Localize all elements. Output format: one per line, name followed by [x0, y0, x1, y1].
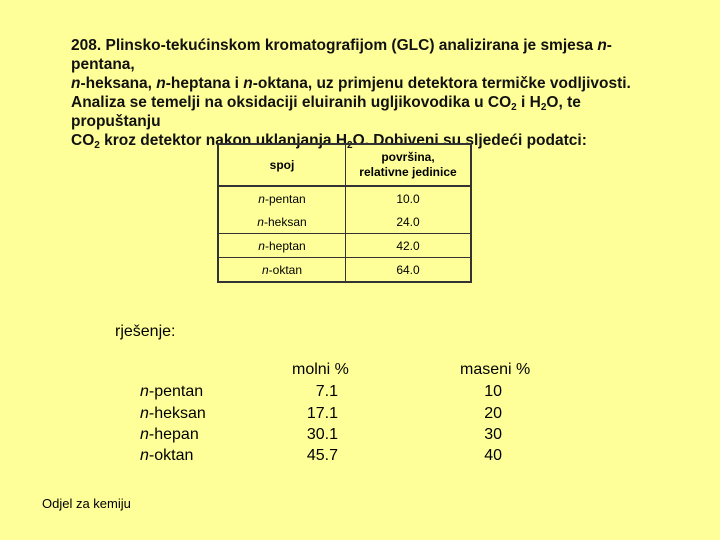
problem-text: Analiza se temelji na oksidaciji eluiranih ugljikovodika u CO: [71, 94, 512, 111]
footer-text: Odjel za kemiju: [42, 496, 131, 511]
problem-line-3: [71, 93, 671, 131]
header-maseni: maseni %: [460, 361, 531, 378]
compound-cell: [218, 258, 346, 283]
subscript: 2: [347, 140, 353, 151]
molni-value: 45.7: [306, 447, 338, 464]
problem-text: O. Dobiveni su sljedeći podatci:: [352, 132, 587, 149]
table-row: [218, 186, 471, 210]
compound-name: -heptan: [264, 238, 306, 253]
subscript: 2: [511, 102, 517, 113]
maseni-value: 10: [484, 383, 502, 400]
header-povrsina: [346, 144, 472, 186]
problem-text: O, te propuštanju: [71, 94, 581, 130]
area-value: 42.0: [346, 234, 472, 258]
solution-compound: [140, 383, 203, 401]
problem-number: 208.: [71, 37, 102, 54]
problem-text: CO: [71, 132, 95, 149]
header-molni: molni %: [292, 361, 349, 378]
problem-line-2: [71, 74, 671, 93]
italic-n: n: [257, 214, 264, 229]
compound-name: -hepan: [148, 426, 199, 443]
table-row: [218, 210, 471, 234]
molni-value: 30.1: [306, 426, 338, 443]
maseni-value: 30: [484, 426, 502, 443]
area-value: 24.0: [346, 210, 472, 234]
italic-n: n: [597, 37, 607, 54]
molni-value: 7.1: [315, 383, 338, 400]
compound-name: -pentan: [148, 383, 204, 400]
compound-name: -oktan: [148, 447, 194, 464]
problem-text: Plinsko-tekućinskom kromatografijom (GLC) analizirana je smjesa: [101, 37, 598, 54]
compound-name: -oktan: [268, 262, 303, 277]
compound-cell: [218, 234, 346, 258]
problem-text: -heksana,: [80, 75, 157, 92]
maseni-value: 40: [484, 447, 502, 464]
area-value: 10.0: [346, 186, 472, 210]
problem-text: -pentana,: [71, 37, 612, 73]
problem-text: -heptana i: [165, 75, 244, 92]
problem-text: i H: [516, 94, 541, 111]
italic-n: n: [261, 262, 269, 277]
italic-n: n: [140, 447, 149, 464]
problem-text: kroz detektor nakon uklanjanja H: [99, 132, 348, 149]
table-row: [218, 234, 471, 258]
solution-compound: [140, 447, 193, 465]
compound-name: -pentan: [264, 191, 306, 206]
italic-n: n: [140, 383, 149, 400]
data-table: [217, 143, 472, 283]
italic-n: n: [140, 426, 149, 443]
solution-compound: [140, 405, 206, 423]
italic-n: n: [156, 75, 166, 92]
italic-n: n: [71, 75, 81, 92]
solution-label: rješenje:: [115, 323, 176, 340]
solution-compound: [140, 426, 199, 444]
solution-row: [0, 447, 720, 469]
solution-row: [0, 383, 720, 405]
italic-n: n: [258, 238, 265, 253]
compound-cell: [218, 210, 346, 234]
header-povrsina-line-2: relativne jedinice: [359, 165, 457, 179]
header-povrsina-line-1: površina,: [381, 150, 435, 164]
solution-row: [0, 426, 720, 448]
problem-line-1: [71, 36, 671, 74]
area-value: 64.0: [346, 258, 472, 283]
problem-text: -oktana, uz primjenu detektora termičke vodljivosti.: [252, 75, 631, 92]
compound-cell: [218, 186, 346, 210]
molni-value: 17.1: [306, 405, 338, 422]
italic-n: n: [258, 191, 265, 206]
compound-name: -heksan: [148, 405, 206, 422]
subscript: 2: [540, 102, 547, 113]
compound-name: -heksan: [263, 214, 307, 229]
table-row: [218, 258, 471, 283]
italic-n: n: [140, 405, 149, 422]
italic-n: n: [243, 75, 253, 92]
problem-statement: [71, 36, 671, 150]
solution-row: [0, 405, 720, 427]
header-spoj: spoj: [218, 144, 346, 186]
subscript: 2: [94, 140, 100, 151]
maseni-value: 20: [484, 405, 502, 422]
